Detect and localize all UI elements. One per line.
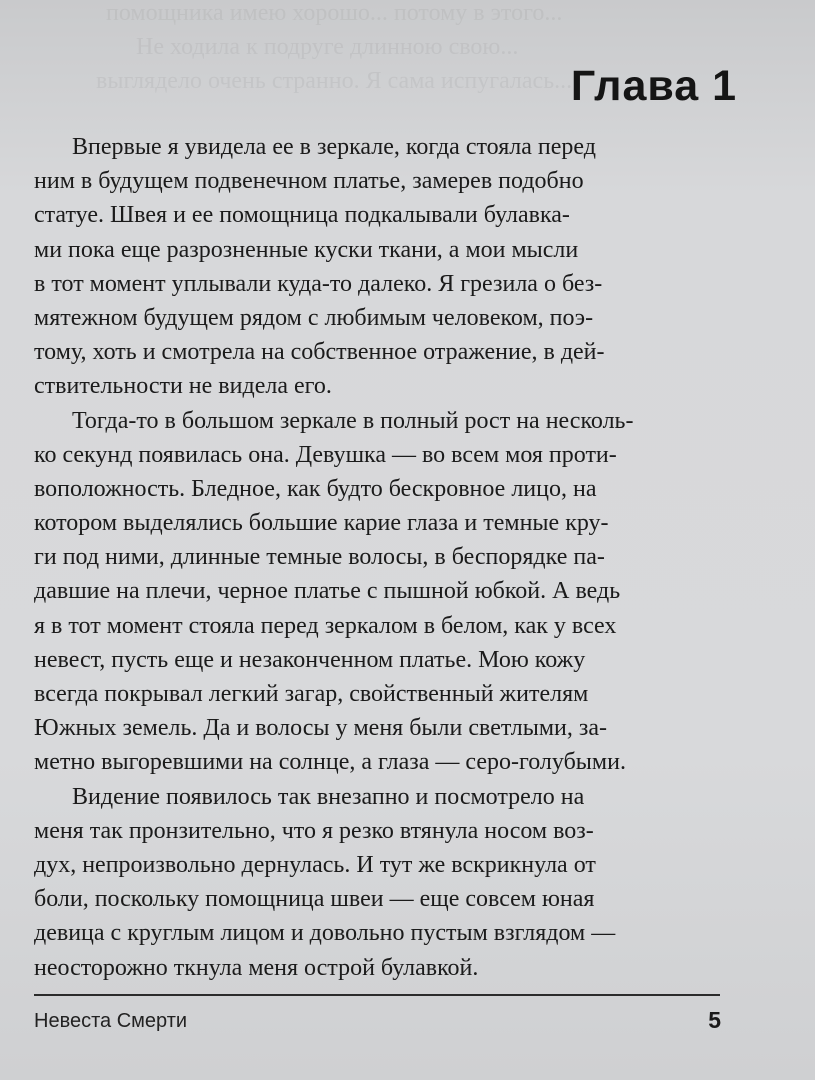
text-line: Впервые я увидела ее в зеркале, когда стояла перед: [72, 134, 596, 160]
bleed-line: выглядело очень странно. Я сама испугалась...: [96, 68, 573, 94]
page-number: 5: [708, 1007, 721, 1033]
text-line: ствительности не видела его.: [34, 373, 332, 400]
text-line: я в тот момент стояла перед зеркалом в белом, как у всех: [34, 612, 617, 639]
text-line: котором выделялись большие карие глаза и темные кру-: [34, 510, 609, 537]
text-line: метно выгоревшими на солнце, а глаза — серо-голубыми.: [34, 749, 626, 776]
text-line: в тот момент уплывали куда-то далеко. Я грезила о без-: [34, 270, 603, 297]
text-line: статуе. Швея и ее помощница подкалывали булавка-: [34, 202, 570, 229]
text-line: девица с круглым лицом и довольно пустым взглядом —: [34, 920, 616, 947]
text-line: Тогда-то в большом зеркале в полный рост на несколь-: [72, 407, 634, 434]
bleed-line: помощника имею хорошо... потому в этого...: [106, 0, 563, 26]
text-line: всегда покрывал легкий загар, свойственный жителям: [34, 681, 589, 707]
text-line: мятежном будущем рядом с любимым человеком, поэ-: [34, 304, 594, 331]
paragraph-3: [34, 780, 740, 985]
footer-book-title: Невеста Смерти: [34, 1010, 188, 1032]
text-line: ги под ними, длинные темные волосы, в беспорядке па-: [34, 544, 605, 571]
text-line: неосторожно ткнула меня острой булавкой.: [34, 954, 479, 981]
chapter-title: Глава 1: [570, 62, 737, 110]
text-line: Видение появилось так внезапно и посмотрело на: [72, 783, 585, 810]
text-line: ко секунд появилась она. Девушка — во всем моя проти-: [34, 441, 617, 468]
text-line: тому, хоть и смотрела на собственное отражение, в дей-: [34, 339, 605, 366]
text-line: давшие на плечи, черное платье с пышной юбкой. А ведь: [34, 578, 621, 605]
text-line: ми пока еще разрозненные куски ткани, а мои мысли: [34, 236, 579, 263]
text-line: невест, пусть еще и незаконченном платье. Мою кожу: [34, 646, 586, 673]
text-line: боли, поскольку помощница швеи — еще совсем юная: [34, 886, 595, 913]
text-line: Южных земель. Да и волосы у меня были светлыми, за-: [34, 715, 607, 742]
footer-rule: [34, 994, 720, 996]
text-line: воположность. Бледное, как будто бескровное лицо, на: [34, 475, 597, 502]
text-line: ним в будущем подвенечном платье, замерев подобно: [34, 168, 584, 195]
paragraph-1: [34, 130, 740, 404]
text-line: дух, непроизвольно дернулась. И тут же вскрикнула от: [34, 851, 596, 878]
bleed-line: Не ходила к подруге длинною свою...: [136, 34, 519, 60]
text-line: меня так пронзительно, что я резко втянула носом воз-: [34, 817, 594, 844]
paragraph-2: [34, 404, 740, 780]
chapter-body: [34, 130, 740, 985]
